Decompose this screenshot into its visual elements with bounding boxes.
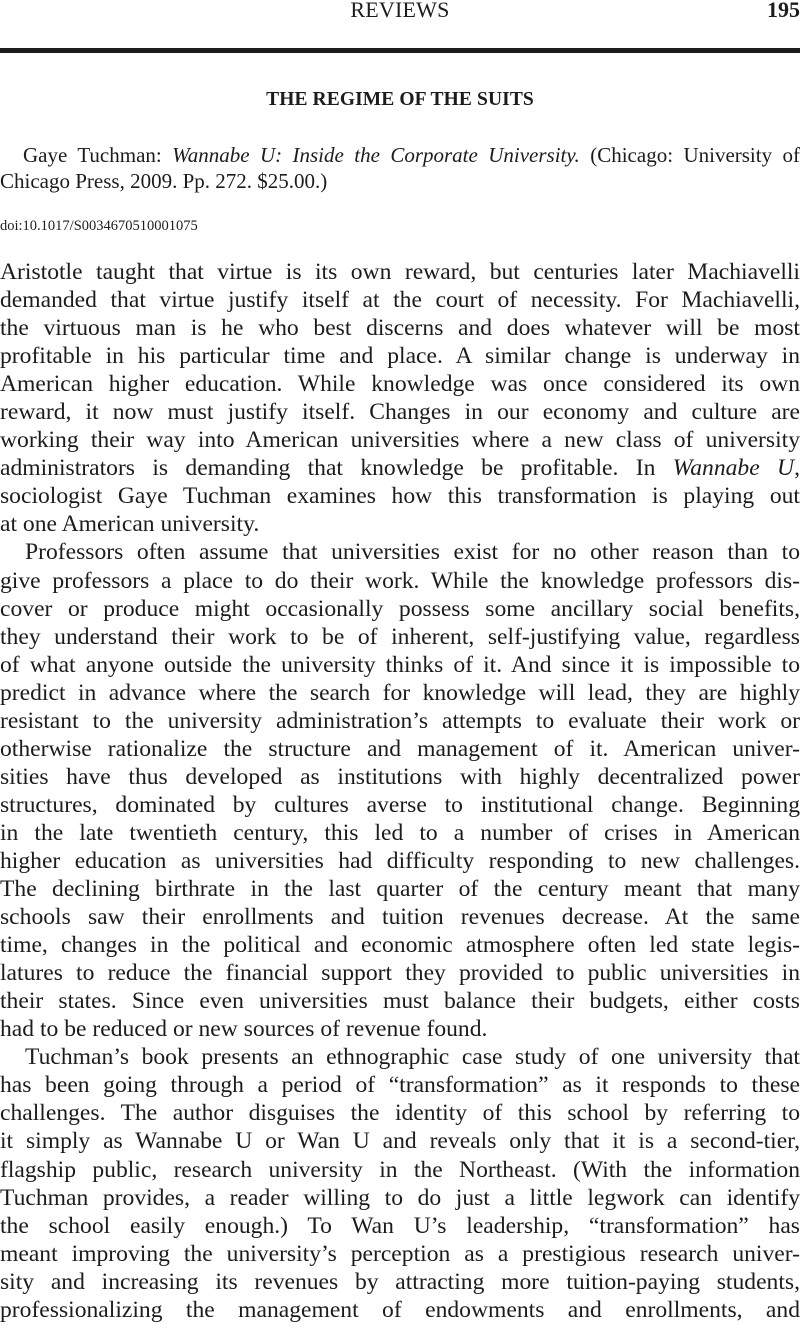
text-segment: administrators is demanding that knowledge be profitable. In [0, 455, 673, 482]
text-line: American higher education. While knowledge was once considered its own [0, 371, 800, 398]
text-line: in the late twentieth century, this led to a number of crises in American [0, 819, 800, 846]
text-line: challenges. The author disguises the identity of this school by referring to [0, 1100, 800, 1127]
paragraph-2 [0, 538, 800, 1043]
text-line: demanded that virtue justify itself at the court of necessity. For Machiavelli, [0, 287, 800, 314]
text-line: meant improving the university’s perception as a prestigious research univer- [0, 1240, 800, 1267]
running-head [0, 0, 800, 23]
article-title: THE REGIME OF THE SUITS [266, 89, 534, 110]
text-line: predict in advance where the search for knowledge will lead, they are highly [0, 679, 800, 706]
citation-line-1 [0, 143, 800, 169]
text-line: Tuchman provides, a reader willing to do just a little legwork can identify [0, 1184, 800, 1211]
page-number: 195 [767, 0, 800, 22]
text-line: resistant to the university administration’s attempts to evaluate their work or [0, 707, 800, 734]
text-line: Aristotle taught that virtue is its own reward, but centuries later Machiavelli [0, 259, 800, 285]
text-line: schools saw their enrollments and tuition revenues decrease. At the same [0, 904, 800, 931]
running-head-section: REVIEWS [350, 0, 450, 22]
text-line: sities have thus developed as institutions with highly decentralized power [0, 763, 800, 790]
text-line: it simply as Wannabe U or Wan U and reveals only that it is a second-tier, [0, 1128, 800, 1155]
text-segment: , [794, 455, 800, 482]
text-line: higher education as universities had difficulty responding to new challenges. [0, 847, 800, 874]
text-line: latures to reduce the financial support they provided to public universities in [0, 960, 800, 987]
text-line: working their way into American universities where a new class of university [0, 427, 800, 454]
text-line: give professors a place to do their work. While the knowledge professors dis- [0, 567, 800, 594]
citation-author: Gaye Tuchman: [23, 143, 173, 167]
text-line: otherwise rationalize the structure and management of it. American univer- [0, 735, 800, 762]
doi-link[interactable]: doi:10.1017/S0034670510001075 [0, 218, 198, 234]
paragraph-3 [0, 1043, 800, 1323]
text-line: reward, it now must justify itself. Changes in our economy and culture are [0, 399, 800, 426]
citation-line-2: Chicago Press, 2009. Pp. 272. $25.00.) [0, 168, 328, 193]
text-line: their states. Since even universities must balance their budgets, either costs [0, 988, 800, 1015]
text-line: had to be reduced or new sources of revenue found. [0, 1016, 488, 1043]
book-citation [0, 143, 800, 194]
text-line: at one American university. [0, 511, 260, 538]
text-line: The declining birthrate in the last quarter of the century meant that many [0, 876, 800, 903]
text-line: of what anyone outside the university thinks of it. And since it is impossible to [0, 651, 800, 678]
text-line: Professors often assume that universities exist for no other reason than to [25, 539, 800, 566]
text-line: they understand their work to be of inherent, self-justifying value, regardless [0, 623, 800, 650]
text-line: sity and increasing its revenues by attracting more tuition-paying students, [0, 1268, 800, 1295]
text-line: professionalizing the management of endowments and enrollments, and [0, 1296, 800, 1323]
text-line: the school easily enough.) To Wan U’s leadership, “transformation” has [0, 1212, 800, 1239]
text-line: Tuchman’s book presents an ethnographic case study of one university that [25, 1044, 800, 1071]
text-line: flagship public, research university in the Northeast. (With the information [0, 1156, 800, 1183]
text-line: the virtuous man is he who best discerns and does whatever will be most [0, 315, 800, 342]
citation-publisher: (Chicago: University of [579, 143, 800, 167]
header-rule [0, 48, 800, 53]
paragraph-1 [0, 258, 800, 538]
text-line: cover or produce might occasionally possess some ancillary social benefits, [0, 595, 800, 622]
text-line: time, changes in the political and economic atmosphere often led state legis- [0, 932, 800, 959]
text-line: profitable in his particular time and place. A similar change is underway in [0, 343, 800, 370]
text-line [0, 454, 800, 482]
citation-book-title: Wannabe U: Inside the Corporate University. [172, 143, 580, 167]
text-line: sociologist Gaye Tuchman examines how this transformation is playing out [0, 483, 800, 510]
book-title-italic: Wannabe U [672, 455, 795, 482]
text-line: structures, dominated by cultures averse to institutional change. Beginning [0, 791, 800, 818]
text-line: has been going through a period of “transformation” as it responds to these [0, 1072, 800, 1099]
review-body [0, 258, 800, 1324]
